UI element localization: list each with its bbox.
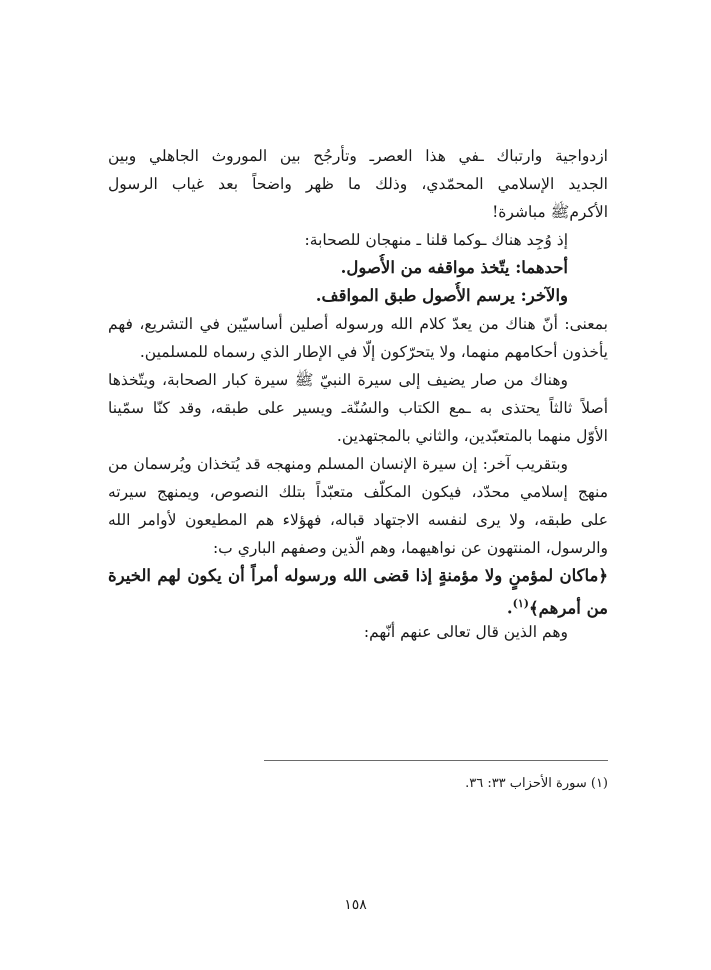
quran-verse-tail: من أمرهم﴾ <box>528 598 608 618</box>
text-line: يأخذون أحكامهم منهما، ولا يتحرّكون إلّا في الإطار الذي رسماه للمسلمين. <box>139 343 608 361</box>
text-line: بمعنى: أنّ هناك من يعدّ كلام الله ورسوله أصلين أساسيّين في التشريع، فهم <box>108 315 608 333</box>
text-line: وهناك من صار يضيف إلى سيرة النبيّ ﷺ سيرة كبار الصحابة، ويتّخذها <box>108 371 568 389</box>
footnote-ref: (١) <box>512 597 529 610</box>
text-line: الأكرمﷺ مباشرة! <box>492 203 608 221</box>
text-line: وبتقريب آخر: إن سيرة الإنسان المسلم ومنهجه قد يُتخذان ويُرسمان من <box>108 455 568 473</box>
text-line: على طبقه، ولا يرى لنفسه الاجتهاد قباله، فهؤلاء هم المطيعون لأوامر الله <box>108 511 608 529</box>
method-one-heading: أحدهما: يتّخذ مواقفه من الأُصول. <box>340 258 568 277</box>
footnote-ref-period: . <box>506 598 513 618</box>
text-line: إذ وُجِد هناك ـوكما قلنا ـ منهجان للصحابة: <box>304 231 568 249</box>
quran-verse-end <box>108 590 608 618</box>
quran-verse: ﴿ماكان لمؤمنٍ ولا مؤمنةٍ إذا قضى الله ورسوله أمراً أن يكون لهم الخيرة <box>108 566 608 585</box>
footnote: (١) سورة الأحزاب ٣٣: ٣٦. <box>465 776 608 791</box>
text-line: منهج إسلامي محدّد، فيكون المكلّف متعبّداً بتلك النصوص، ويمنهج سيرته <box>108 483 608 501</box>
method-two-heading: والآخر: يرسم الأُصول طبق المواقف. <box>315 286 568 305</box>
footnote-divider <box>264 760 608 761</box>
main-text <box>108 142 608 646</box>
text-line: الجديد الإسلامي المحمّدي، وذلك ما ظهر واضحاً بعد غياب الرسول <box>108 175 608 193</box>
text-line: ازدواجية وارتباك ـفي هذا العصرـ وتأرجُح بين الموروث الجاهلي وبين <box>108 147 608 165</box>
text-line: والرسول، المنتهون عن نواهيهما، وهم الّذين وصفهم الباري ب: <box>212 539 608 557</box>
text-line: وهم الذين قال تعالى عنهم أنّهم: <box>363 623 568 641</box>
text-line: أصلاً ثالثاً يحتذى به ـمع الكتاب والسُنّةـ ويسير على طبقه، وقد كنّا سمّينا <box>108 399 608 417</box>
page-number: ١٥٨ <box>344 897 367 913</box>
text-line: الأوّل منهما بالمتعبّدين، والثاني بالمجتهدين. <box>336 427 608 445</box>
